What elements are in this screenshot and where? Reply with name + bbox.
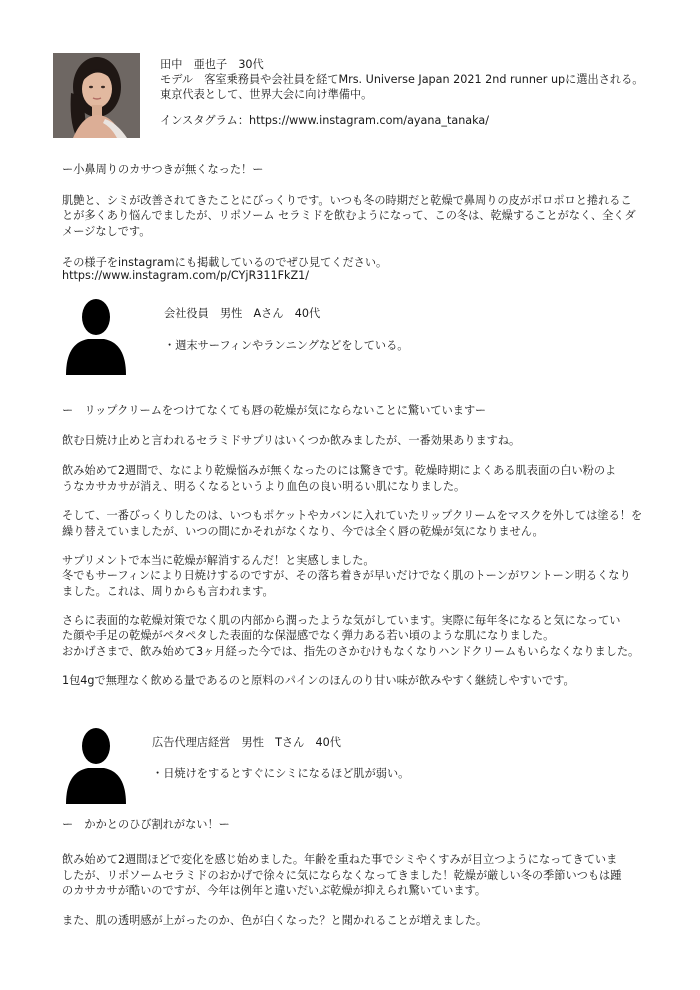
testimonial3-line: また、肌の透明感が上がったのか、色が白くなった？と聞かれることが増えました。 [62,914,488,927]
profile1-note: 東京代表として、世界大会に向け準備中。 [160,88,373,101]
person-silhouette-icon [60,295,132,375]
testimonial2-line: そして、一番びっくりしたのは、いつもポケットやカバンに入れていたリップクリームをマスクを外しては塗る！を [62,509,643,522]
testimonial2-line: 冬でもサーフィンにより日焼けするのですが、その落ち着きが早いだけでなく肌のトーンがワントーン明るくなり [62,569,631,582]
profile2-bullet: ・週末サーフィンやランニングなどをしている。 [164,339,409,352]
portrait-image [53,53,140,138]
testimonial2-line: うなカサカサが消え、明るくなるというより血色の良い明るい肌になりました。 [62,480,466,493]
testimonial2-line: ました。これは、周りからも言われます。 [62,585,274,598]
profile3-name: 広告代理店経営 男性 Tさん 40代 [152,736,341,749]
testimonial2-line: おかげさまで、飲み始めて3ヶ月経った今では、指先のさかむけもなくなりハンドクリームもいらなくなりました。 [62,645,640,658]
person-silhouette-icon [60,724,132,804]
profile1-name: 田中 亜也子 30代 [160,58,264,71]
testimonial1-post-link[interactable]: https://www.instagram.com/p/CYjR311FkZ1/ [62,269,310,282]
testimonial3-line: のカサカサが酷いのですが、今年は例年と違いだいぶ乾燥が抑えられ驚いています。 [62,884,487,897]
testimonial1-line: とが多くあり悩んでましたが、リポソーム セラミドを飲むようになって、この冬は、乾燥することがなく、全くダ [62,209,636,222]
profile1-career: モデル 客室乗務員や会社員を経てMrs. Universe Japan 2021 2nd runner upに選出される。 [160,73,644,86]
testimonial1-line: メージなしです。 [62,225,151,238]
profile-photo [53,53,140,138]
testimonial2-line: さらに表面的な乾燥対策でなく肌の内部から潤ったような気がしています。実際に毎年冬になると気になってい [62,614,621,627]
profile1-instagram-link[interactable]: インスタグラム：https://www.instagram.com/ayana_tanaka/ [160,114,490,127]
testimonial3-line: したが、リポソームセラミドのおかげで徐々に気にならなくなってきました！乾燥が厳しい冬の季節いつもは踵 [62,869,622,882]
testimonial2-line: 飲み始めて2週間で、なにより乾燥悩みが無くなったのには驚きです。乾燥時期によくある肌表面の白い粉のよ [62,464,617,477]
testimonial3-line: 飲み始めて2週間ほどで変化を感じ始めました。年齢を重ねた事でシミやくすみが目立つようになってきていま [62,853,618,866]
testimonial2-line: た顔や手足の乾燥がペタペタした表面的な保湿感でなく弾力ある若い頃のような肌になりました。 [62,629,555,642]
testimonial2-line: 繰り替えていましたが、いつの間にかそれがなくなり、今では全く唇の乾燥が気になりません。 [62,525,544,538]
profile3-bullet: ・日焼けをするとすぐにシミになるほど肌が弱い。 [152,767,410,780]
testimonial1-line: 肌艶と、シミが改善されてきたことにびっくりです。いつも冬の時期だと乾燥で鼻周りの皮がポロポロと捲れるこ [62,194,632,207]
testimonial2-heading: ー リップクリームをつけてなくても唇の乾燥が気にならないことに驚いていますー [62,404,487,417]
testimonial1-heading: ー小鼻周りのカサつきが無くなった！ー [62,163,264,176]
testimonial2-line: サプリメントで本当に乾燥が解消するんだ！と実感しました。 [62,554,375,567]
profile2-name: 会社役員 男性 Aさん 40代 [164,307,321,320]
testimonial3-heading: ー かかとのひび割れがない！ー [62,818,230,831]
testimonial1-note: その様子をinstagramにも掲載しているのでぜひ見てください。 [62,256,388,269]
testimonial2-line: 飲む日焼け止めと言われるセラミドサプリはいくつか飲みましたが、一番効果ありますね。 [62,434,521,447]
testimonial2-line: 1包4gで無理なく飲める量であるのと原料のパインのほんのり甘い味が飲みやすく継続しやすいです。 [62,674,575,687]
